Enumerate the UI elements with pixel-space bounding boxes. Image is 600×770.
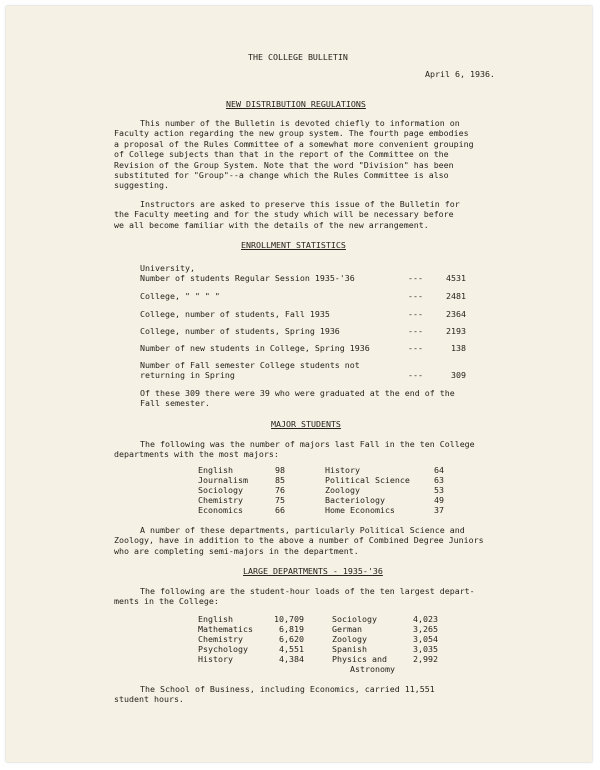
majors-dept-name: Political Science <box>325 475 410 485</box>
large-dept-value: 2,992 <box>413 654 438 664</box>
distribution-p1-line: of College subjects than that in the report of the Committee on the <box>114 149 449 160</box>
majors-dept-value: 37 <box>434 505 444 515</box>
majors-dept-value: 75 <box>275 495 285 505</box>
enrollment-row-value: 2364 <box>446 309 466 319</box>
enrollment-row-dash: --- <box>408 326 423 336</box>
large-dept-name: Psychology <box>198 644 248 654</box>
large-dept-value: 10,709 <box>274 614 304 624</box>
majors-intro <box>114 439 475 460</box>
distribution-paragraph-2 <box>114 199 460 230</box>
distribution-p2-line: the Faculty meeting and for the study which will be necessary before <box>114 209 454 220</box>
enrollment-row-label: Number of new students in College, Spring 1936 <box>140 343 370 353</box>
large-closing-line: The School of Business, including Economics, carried 11,551 <box>140 684 435 694</box>
majors-dept-value: 53 <box>434 485 444 495</box>
large-dept-name: Physics and <box>332 654 387 664</box>
majors-heading: MAJOR STUDENTS <box>271 419 341 429</box>
enrollment-note <box>140 388 455 409</box>
enrollment-row-dash: --- <box>408 370 423 380</box>
enrollment-row <box>140 360 360 381</box>
enrollment-row-label: Number of Fall semester College students not <box>140 360 360 370</box>
majors-dept-value: 64 <box>434 465 444 475</box>
large-dept-value: 4,384 <box>279 654 304 664</box>
enrollment-row-label: returning in Spring <box>140 370 235 381</box>
large-dept-name-continued: Astronomy <box>350 664 395 674</box>
majors-dept-name: Zoology <box>325 485 360 495</box>
majors-dept-name: English <box>198 465 233 475</box>
large-dept-name: German <box>332 624 362 634</box>
majors-dept-value: 49 <box>434 495 444 505</box>
enrollment-heading: ENROLLMENT STATISTICS <box>241 240 346 250</box>
enrollment-row-label: Number of students Regular Session 1935-'36 <box>140 273 355 284</box>
large-dept-name: Zoology <box>332 634 367 644</box>
large-dept-value: 3,035 <box>413 644 438 654</box>
large-dept-value: 6,620 <box>279 634 304 644</box>
enrollment-row-dash: --- <box>408 273 423 283</box>
distribution-p2-line: Instructors are asked to preserve this issue of the Bulletin for <box>140 199 460 209</box>
majors-dept-name: Economics <box>198 505 243 515</box>
majors-after <box>114 525 484 556</box>
majors-intro-line: The following was the number of majors last Fall in the ten College <box>140 439 475 449</box>
majors-dept-value: 98 <box>275 465 285 475</box>
majors-dept-name: Home Economics <box>325 505 395 515</box>
large-dept-name: Spanish <box>332 644 367 654</box>
enrollment-row <box>140 263 355 284</box>
enrollment-row-value: 309 <box>451 370 466 380</box>
majors-dept-value: 66 <box>275 505 285 515</box>
distribution-p1-line: This number of the Bulletin is devoted chiefly to information on <box>140 118 460 128</box>
majors-dept-name: Sociology <box>198 485 243 495</box>
large-dept-name: Sociology <box>332 614 377 624</box>
large-dept-name: Mathematics <box>198 624 253 634</box>
bulletin-title: THE COLLEGE BULLETIN <box>248 52 348 62</box>
enrollment-row <box>140 326 340 336</box>
majors-dept-value: 63 <box>434 475 444 485</box>
enrollment-row-dash: --- <box>408 309 423 319</box>
enrollment-row <box>140 343 370 353</box>
large-departments-heading: LARGE DEPARTMENTS - 1935-'36 <box>243 566 383 576</box>
large-dept-name: English <box>198 614 233 624</box>
large-dept-name: Chemistry <box>198 634 243 644</box>
large-intro-line: The following are the student-hour loads of the ten largest depart- <box>140 586 475 596</box>
bulletin-page <box>6 6 592 762</box>
majors-after-line: Zoology, have in addition to the above a number of Combined Degree Juniors <box>114 535 484 546</box>
distribution-p1-line: Revision of the Group System. Note that the word "Division" has been <box>114 159 454 170</box>
large-dept-value: 4,023 <box>413 614 438 624</box>
distribution-paragraph-1 <box>114 118 474 191</box>
majors-after-line: A number of these departments, particularly Political Science and <box>140 525 465 535</box>
enrollment-row-label: College, number of students, Fall 1935 <box>140 309 330 319</box>
distribution-p1-line: Faculty action regarding the new group system. The fourth page embodies <box>114 128 469 139</box>
majors-after-line: who are completing semi-majors in the department. <box>114 545 359 556</box>
distribution-heading: NEW DISTRIBUTION REGULATIONS <box>226 99 366 109</box>
enrollment-note-line: Fall semester. <box>140 398 210 409</box>
large-intro-line: ments in the College: <box>114 596 219 607</box>
enrollment-row-value: 2193 <box>446 326 466 336</box>
enrollment-note-line: Of these 309 there were 39 who were graduated at the end of the <box>140 388 455 398</box>
majors-dept-name: Journalism <box>198 475 248 485</box>
enrollment-row-label: University, <box>140 263 195 273</box>
majors-dept-name: Chemistry <box>198 495 243 505</box>
majors-intro-line: departments with the most majors: <box>114 449 279 460</box>
enrollment-row <box>140 291 220 301</box>
distribution-p1-line: substituted for "Group"--a change which the Rules Committee is also <box>114 170 449 181</box>
enrollment-row <box>140 309 330 319</box>
large-intro <box>114 586 475 607</box>
large-dept-value: 6,819 <box>279 624 304 634</box>
distribution-p2-line: we all become familiar with the details of the new arrangement. <box>114 219 429 230</box>
enrollment-row-dash: --- <box>408 291 423 301</box>
enrollment-row-label: College, " " " " <box>140 291 220 301</box>
distribution-p1-line: a proposal of the Rules Committee of a somewhat more convenient grouping <box>114 138 474 149</box>
enrollment-row-value: 2481 <box>446 291 466 301</box>
large-dept-value: 4,551 <box>279 644 304 654</box>
majors-dept-value: 76 <box>275 485 285 495</box>
large-closing <box>114 684 435 705</box>
majors-dept-name: Bacteriology <box>325 495 385 505</box>
large-closing-line: student hours. <box>114 694 184 705</box>
bulletin-date: April 6, 1936. <box>425 69 495 79</box>
large-dept-name: History <box>198 654 233 664</box>
large-dept-value: 3,265 <box>413 624 438 634</box>
enrollment-row-label: College, number of students, Spring 1936 <box>140 326 340 336</box>
majors-dept-value: 85 <box>275 475 285 485</box>
enrollment-row-value: 4531 <box>446 273 466 283</box>
enrollment-row-value: 138 <box>451 343 466 353</box>
enrollment-row-dash: --- <box>408 343 423 353</box>
distribution-p1-line: suggesting. <box>114 180 169 191</box>
majors-dept-name: History <box>325 465 360 475</box>
large-dept-value: 3,054 <box>413 634 438 644</box>
